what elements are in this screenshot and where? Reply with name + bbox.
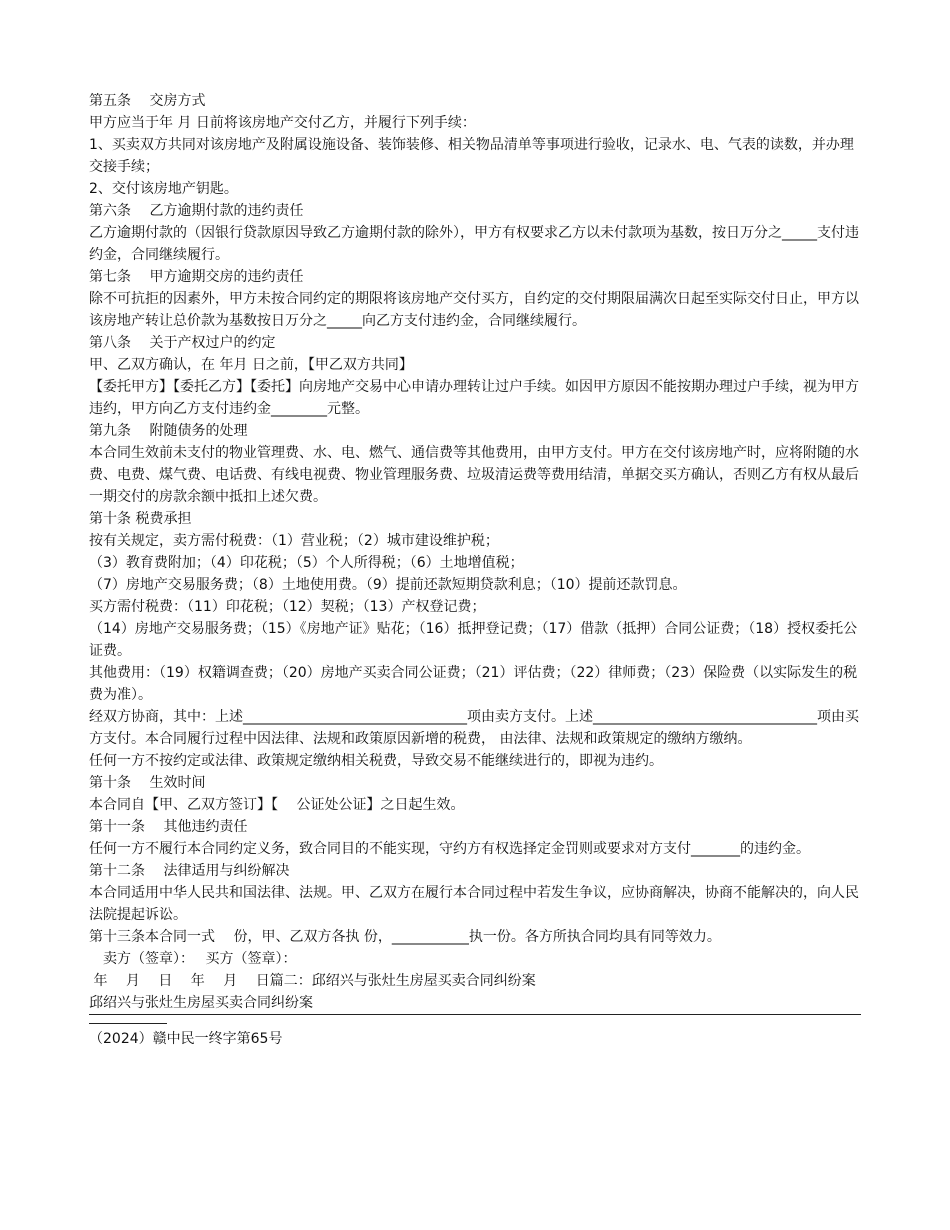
paragraph: （7）房地产交易服务费；（8）土地使用费。（9）提前还款短期贷款利息；（10）提前还款罚息。 <box>89 577 687 593</box>
heading-article-8: 第八条 关于产权过户的约定 <box>89 335 276 351</box>
heading-effective-time: 第十条 生效时间 <box>89 775 206 791</box>
paragraph: 本合同生效前未支付的物业管理费、水、电、燃气、通信费等其他费用，由甲方支付。甲方在交付该房地产时，应将附随的水费、电费、煤气费、电话费、有线电视费、物业管理服务费、垃圾清运费等费用结清，单据交买方确认，否则乙方有权从最后一期交付的房款余额中抵扣上述欠费。 <box>89 445 859 505</box>
case-title: 邱绍兴与张灶生房屋买卖合同纠纷案 <box>89 995 313 1011</box>
paragraph: 除不可抗拒的因素外，甲方未按合同约定的期限将该房地产交付买方，自约定的交付期限届满次日起至实际交付日止，甲方以该房地产转让总价款为基数按日万分之_____向乙方支付违约金，合同继续履行。 <box>89 291 859 329</box>
signature-line: 卖方（签章）： 买方（签章）： <box>89 951 297 967</box>
heading-article-9: 第九条 附随债务的处理 <box>89 423 248 439</box>
heading-article-6: 第六条 乙方逾期付款的违约责任 <box>89 203 304 219</box>
date-line: 年 月 日 年 月 日篇二：邱绍兴与张灶生房屋买卖合同纠纷案 <box>89 973 536 989</box>
paragraph: （14）房地产交易服务费；（15）《房地产证》贴花；（16）抵押登记费；（17）借款（抵押）合同公证费；（18）授权委托公证费。 <box>89 621 858 659</box>
paragraph: 买方需付税费：（11）印花税；（12）契税；（13）产权登记费； <box>89 599 486 615</box>
case-number: （2024）赣中民一终字第65号 <box>89 1031 283 1047</box>
heading-article-10: 第十条 税费承担 <box>89 511 192 527</box>
paragraph: 1、买卖双方共同对该房地产及附属设施设备、装饰装修、相关物品清单等事项进行验收，记录水、电、气表的读数，并办理交接手续； <box>89 137 854 175</box>
paragraph: 第十三条本合同一式 份，甲、乙双方各执 份，___________执一份。各方所执合同均具有同等效力。 <box>89 929 721 945</box>
paragraph: 2、交付该房地产钥匙。 <box>89 181 238 197</box>
paragraph: 任何一方不履行本合同约定义务，致合同目的不能实现，守约方有权选择定金罚则或要求对方支付_______的违约金。 <box>89 841 810 857</box>
paragraph: 乙方逾期付款的（因银行贷款原因导致乙方逾期付款的除外），甲方有权要求乙方以未付款项为基数，按日万分之_____支付违约金，合同继续履行。 <box>89 225 859 263</box>
paragraph: 本合同自【甲、乙双方签订】【 公证处公证】之日起生效。 <box>89 797 465 813</box>
paragraph: 本合同适用中华人民共和国法律、法规。甲、乙双方在履行本合同过程中若发生争议，应协商解决，协商不能解决的，向人民法院提起诉讼。 <box>89 885 859 923</box>
paragraph: 甲方应当于年 月 日前将该房地产交付乙方，并履行下列手续： <box>89 115 476 131</box>
heading-article-12: 第十二条 法律适用与纠纷解决 <box>89 863 290 879</box>
paragraph: （3）教育费附加；（4）印花税；（5）个人所得税；（6）土地增值税； <box>89 555 524 571</box>
paragraph: 按有关规定，卖方需付税费：（1）营业税；（2）城市建设维护税； <box>89 533 499 549</box>
paragraph: 【委托甲方】【委托乙方】【委托】向房地产交易中心申请办理转让过户手续。如因甲方原因不能按期办理过户手续，视为甲方违约，甲方向乙方支付违约金________元整。 <box>89 379 859 417</box>
separator-rule <box>89 1014 861 1015</box>
document-page <box>89 90 861 1050</box>
paragraph: 任何一方不按约定或法律、政策规定缴纳相关税费，导致交易不能继续进行的，即视为违约。 <box>89 753 663 769</box>
paragraph: 经双方协商，其中：上述________________________________项由卖方支付。上述________________________________项由买方支付。本合同履行过程中因法律、法规和政策原因新增的税费， 由法律、法规和政策规定的缴纳方缴纳。 <box>89 709 859 747</box>
paragraph: 甲、乙双方确认，在 年月 日之前，【甲乙双方共同】 <box>89 357 413 373</box>
heading-article-7: 第七条 甲方逾期交房的违约责任 <box>89 269 304 285</box>
paragraph: 其他费用：（19）权籍调查费；（20）房地产买卖合同公证费；（21）评估费；（22）律师费；（23）保险费（以实际发生的税费为准）。 <box>89 665 858 703</box>
heading-article-5: 第五条 交房方式 <box>89 93 206 109</box>
heading-article-11: 第十一条 其他违约责任 <box>89 819 248 835</box>
